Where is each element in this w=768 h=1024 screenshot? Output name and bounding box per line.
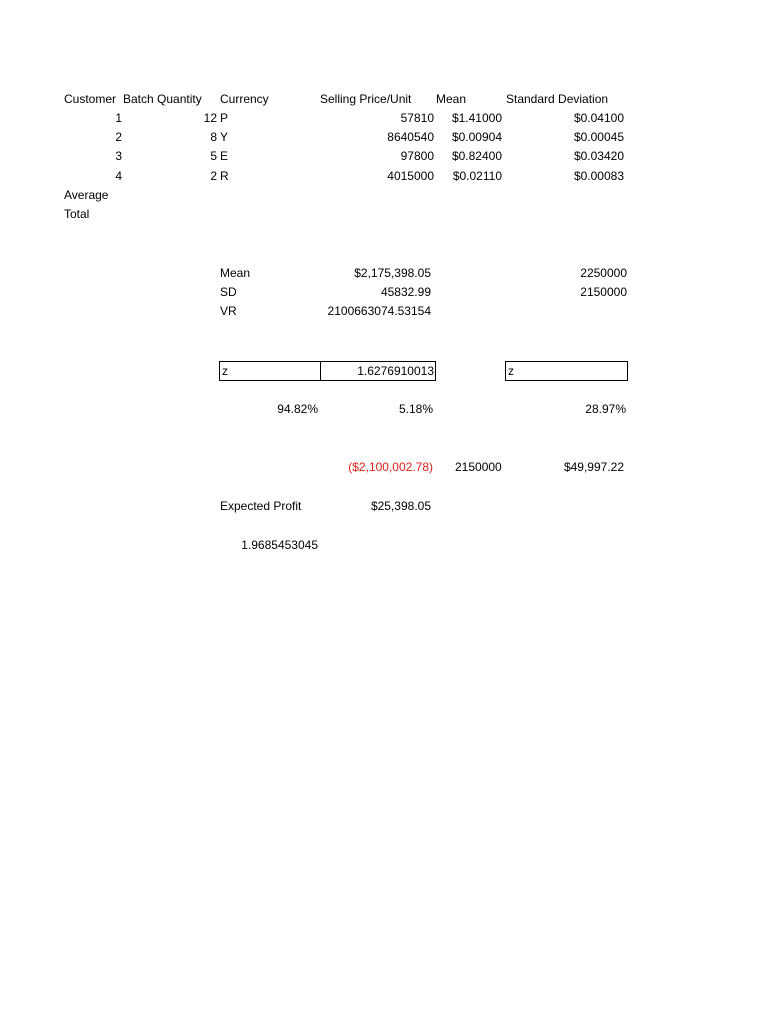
z-value: 1.6276910013	[357, 364, 434, 378]
cell-price: 4015000	[387, 169, 434, 183]
cell-currency: Y	[220, 130, 229, 144]
cell-sd: $0.00083	[573, 169, 624, 183]
cell-sd: $0.00045	[573, 130, 624, 144]
cell-sd: $0.04100	[573, 111, 624, 125]
cell-quantity: 12	[203, 111, 217, 125]
header-customer: Customer	[64, 92, 117, 106]
cell-currency: E	[220, 149, 229, 163]
stats-sd-value: 45832.99	[380, 285, 431, 299]
profit-mid-value: 2150000	[455, 460, 502, 474]
header-selling-price: Selling Price/Unit	[320, 92, 412, 106]
cell-mean: $1.41000	[451, 111, 502, 125]
cell-price: 57810	[400, 111, 434, 125]
cell-quantity: 8	[210, 130, 217, 144]
header-standard-deviation: Standard Deviation	[506, 92, 609, 106]
average-label: Average	[64, 188, 109, 202]
cell-quantity: 5	[210, 149, 217, 163]
z-right-cell[interactable]	[505, 361, 628, 381]
cell-customer: 3	[115, 149, 122, 163]
stats-mean-value: $2,175,398.05	[354, 266, 431, 280]
cell-mean: $0.02110	[452, 169, 502, 183]
header-mean: Mean	[436, 92, 467, 106]
percent-1: 94.82%	[277, 402, 318, 416]
ratio-value: 1.9685453045	[241, 538, 318, 552]
cell-customer: 4	[115, 169, 122, 183]
cell-currency: P	[220, 111, 229, 125]
z-right-label: z	[508, 364, 514, 378]
loss-value: ($2,100,002.78)	[348, 460, 433, 474]
header-batch-quantity: Batch Quantity	[123, 92, 202, 106]
z-label: z	[222, 364, 228, 378]
z-value-cell[interactable]	[320, 361, 436, 381]
cell-sd: $0.03420	[573, 149, 624, 163]
cell-price: 8640540	[387, 130, 434, 144]
stats-mean-label: Mean	[220, 266, 251, 280]
percent-2: 5.18%	[398, 402, 433, 416]
stats-vr-value: 2100663074.53154	[327, 304, 431, 318]
cell-currency: R	[220, 169, 229, 183]
z-label-cell[interactable]	[219, 361, 321, 381]
stats-vr-label: VR	[220, 304, 237, 318]
expected-profit-value: $25,398.05	[370, 499, 431, 513]
cell-customer: 1	[115, 111, 122, 125]
cell-price: 97800	[400, 149, 434, 163]
stats-mean-right: 2250000	[580, 266, 627, 280]
cell-customer: 2	[115, 130, 122, 144]
gain-value: $49,997.22	[563, 460, 624, 474]
expected-profit-label: Expected Profit	[220, 499, 302, 513]
cell-quantity: 2	[210, 169, 217, 183]
stats-sd-label: SD	[220, 285, 237, 299]
cell-mean: $0.82400	[451, 149, 502, 163]
cell-mean: $0.00904	[451, 130, 502, 144]
percent-3: 28.97%	[585, 402, 626, 416]
header-currency: Currency	[220, 92, 269, 106]
total-label: Total	[64, 207, 90, 221]
stats-sd-right: 2150000	[580, 285, 627, 299]
